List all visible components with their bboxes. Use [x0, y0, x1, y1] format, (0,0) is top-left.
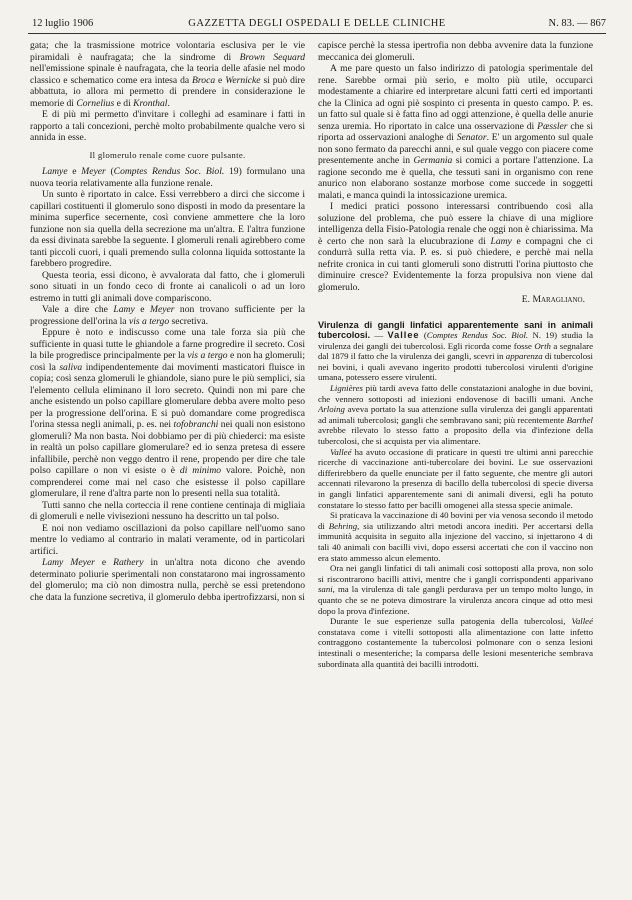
- section-heading-glomerulo: Il glomerulo renale come cuore pulsante.: [89, 149, 246, 160]
- right-paragraph-3: I medici pratici possono interessarsi contribuendo così alla soluzione del problema, che può essere la chiave di una migliore intelligenza della Fisio-Patologia renale che oggi non è chiarissima. Ma è certo che non sarà la elucubrazione di Lamy e compagni che ci condurrà sulla retta via. P. es. si può chiedere, e perchè mai nella nefrite cronica in cui tanti glomeruli sono distrutti l'orina piuttosto che diminuire cresce? Evidentemente la forza propulsiva non viene dal glomerulo.: [318, 201, 593, 293]
- left-paragraph-4: Un sunto è riportato in calce. Essi verrebbero a dirci che siccome i capillari costituenti il glomerulo sono disposti in modo da presentare la minima superfice secernente, così conviene ammettere che la loro funzione non sia quella della secrezione ma un'altra. E l'altra funzione da essi divinata sarebbe la seguente. I glomeruli renali agirebbero come tanti piccoli cuori, i quali premendo sulla colonna liquida sottostante la farebbero progredire.: [30, 189, 305, 269]
- right-paragraph-1: capisce perchè la stessa ipertrofia non debba avvenire data la funzione meccanica dei glomeruli.: [318, 40, 593, 63]
- virulenza-paragraph-5: Ora nei gangli linfatici di tali animali così sottoposti alla prova, non solo si riscontrarono bacilli attivi, mentre che i gangli corrispondenti apparivano sani, ma la virulenza di tale gangli perdurava per un tempo molto lungo, in quanto che se ne poteva dimostrare la virulenza ancora cinque ad otto mesi dopo la prova d'infezione.: [318, 563, 593, 616]
- section-title-virulenza: Virulenza di gangli linfatici apparentemente sani in animali tubercolosi.: [318, 319, 593, 341]
- virulenza-paragraph-4: Si praticava la vaccinazione di 40 bovini per via venosa secondo il metodo di Behring, sia utilizzando altri metodi ancora inediti. Per accertarsi della immunità acquisita in seguito alla injezione del vaccino, si injettarono 4 di tali 40 animali con bacilli vivi, dopo essersi accertati che con il vaccino non era stato ammesso alcun elemento.: [318, 510, 593, 563]
- left-paragraph-2: E di più mi permetto d'invitare i colleghi ad esaminare i fatti in rapporto a tali concezioni, perchè molto probabilmente qualche vero si annida in esse.: [30, 109, 305, 143]
- left-paragraph-6: Vale a dire che Lamy e Meyer non trovano sufficiente per la progressione dell'orina la vis a tergo secretiva.: [30, 304, 305, 327]
- header-title: GAZZETTA DEGLI OSPEDALI E DELLE CLINICHE: [188, 18, 446, 29]
- virulenza-paragraph-6: Durante le sue esperienze sulla patogenia della tubercolosi, Valleé constatava come i vitelli sottoposti alla alimentazione con latte infetto contraggono costantemente la tubercolosi polmonare con o senza lesioni intestinali o mesenteriche; la comparsa delle lesioni mesenteriche sembrava subordinata alla quantità dei bacilli introdotti.: [318, 616, 593, 669]
- page-header: [28, 17, 606, 34]
- virulenza-paragraph-3: Valleé ha avuto occasione di praticare in questi tre ultimi anni parecchie ricerche di vaccinazione anti-tubercolare dei bovini. Le sue osservazioni differirebbero da quelle enunciate per il fatto seguente, che mentre gli autori accennati rilevarono la presenza di bacillo della tubercolosi di specie diversa in gangli linfatici apparentemente sani di animali diversi, egli ha potuto constatare lo stesso fatto per bacilli omogenei alla stessa specie animale.: [318, 446, 593, 510]
- left-paragraph-3: Lamye e Meyer (Comptes Rendus Soc. Biol. 19) formulano una nuova teoria relativamente alla funzione renale.: [30, 166, 305, 189]
- header-date: 12 luglio 1906: [32, 18, 94, 29]
- left-paragraph-10: Lamy Meyer e Rathery in un'altra nota dicono che avendo determinato poliurie sperimentali non constatarono mai ingrossamento del glomerulo; ma ciò non dimostra nulla, perchè se essi pretendono che data la funzione secretiva, il glomerulo debba ipertrofizzarsi, non si: [30, 557, 305, 603]
- signature: E. Maragliano.: [521, 294, 585, 305]
- left-paragraph-9: E noi non vediamo oscillazioni da polso capillare nell'uomo sano mentre lo vediamo al contrario in malati veramente, od in particolari artifici.: [30, 522, 305, 557]
- left-paragraph-7: Eppure è noto e indiscusso come una tale forza sia più che sufficiente in quasi tutte le ghiandole a farne progredire il secreto. Così la bile progredisce principalmente per la vis a tergo e non ha glomeruli; così la saliva indipendentemente dai movimenti masticatori fluisce in copia; così senza glomeruli le ghiandole, siano pure le più semplici, sia l'elemento cellula eliminano il loro secreto. Quindi non mi pare che anche esistendo un polso capillare glomerulare debba avere molto peso per la progressione dell'orina. E si può domandare come progredisca l'orina stessa negli animali, p. es. nei tofobranchi nei quali non esistono glomeruli? Ma non basta. Noi dobbiamo per di più chiederci: ma esiste in realtà un polso capillare glomerulare? ed io senza pretesa di essere infallibile, perchè non veggo dentro il rene, propendo per dire che tale polso capillare o non vi esiste o è di minimo valore. Poichè, non comprenderei come mai nel caso che esistesse il polso capillare glomerulare, il rene d'altra parte non lo presenti nella sua totalità.: [30, 327, 305, 499]
- right-paragraph-2: A me pare questo un falso indirizzo di patologia sperimentale del rene. Sarebbe ormai più serio, e molto più utile, occuparci modestamente a chiarire ed interpretare alcuni fatti certi ed importanti che la Clinica ad ogni piè sospinto ci presenta in questo campo. P. es. un fatto sul quale si è fatta fino ad oggi attenzione, è quella delle anurie senza uremia. Ho riportato in calce una osservazione di Pæssler che si riporta ad osservazioni analoghe di Senator. E' un argomento sul quale non sono fermato da parecchi anni, e sul quale veggo con piacere come presentemente anche in Germania si comici a portare l'attenzione. La ragione secondo me è quella, che tessuti sani in organismo con rene anurico non elaborano sostanze morbose come succede in soggetti malati, e manca quindi la intossicazione uremica.: [318, 63, 593, 201]
- left-paragraph-5: Questa teoria, essi dicono, è avvalorata dal fatto, che i glomeruli sono situati in un fondo ceco di fronte ai canalicoli o ad un loro estremo in tutti gli animali dove compariscono.: [30, 269, 305, 304]
- left-paragraph-1: gata; che la trasmissione motrice volontaria esclusiva per le vie piramidali è naufragata; che la sindrome di Brown Sequard nell'emissione spinale è naufragata, che la teoria delle afasie nel modo classico e schematico come era intesa da Broca e Wernicke si può dire abbattuta, io allora mi permetto di prendere in considerazione le memorie di Cornelius e di Kronthal.: [30, 40, 305, 109]
- section-virulenza-lead: Virulenza di gangli linfatici apparentemente sani in animali tubercolosi. — Vallee (Comptes Rendus Soc. Biol. N. 19) studia la virulenza dei gangli dei tubercolosi. Egli ricorda come fosse Orth a segnalare dal 1879 il fatto che la virulenza dei gangli, scevri in apparenza di tubercolosi nei bovini, i quali avevano ingerito prodotti tubercolosi virulenti d'origine umana, potessero essere virulenti.: [318, 319, 593, 383]
- virulenza-paragraph-2: Lignières più tardi aveva fatto delle constatazioni analoghe in due bovini, che vennero sottoposti ad iniezioni endovenose di bacilli umani. Anche Arloing aveva portato la sua attenzione sulla virulenza dei gangli apparentati ad animali tubercolosi; gangli che sembravano sani; più recentemente Barthel avrebbe rilevato lo stesso fatto a proposito della via d'infezione della tubercolosi, che si acquista per via alimentare.: [318, 383, 593, 447]
- left-paragraph-8: Tutti sanno che nella corteccia il rene contiene centinaja di migliaia di glomeruli e nelle vivisezioni nessuno ha descritto un tal polso.: [30, 499, 305, 522]
- header-issue-page: N. 83. — 867: [548, 18, 606, 29]
- right-column: [318, 40, 593, 894]
- left-column: [30, 40, 305, 894]
